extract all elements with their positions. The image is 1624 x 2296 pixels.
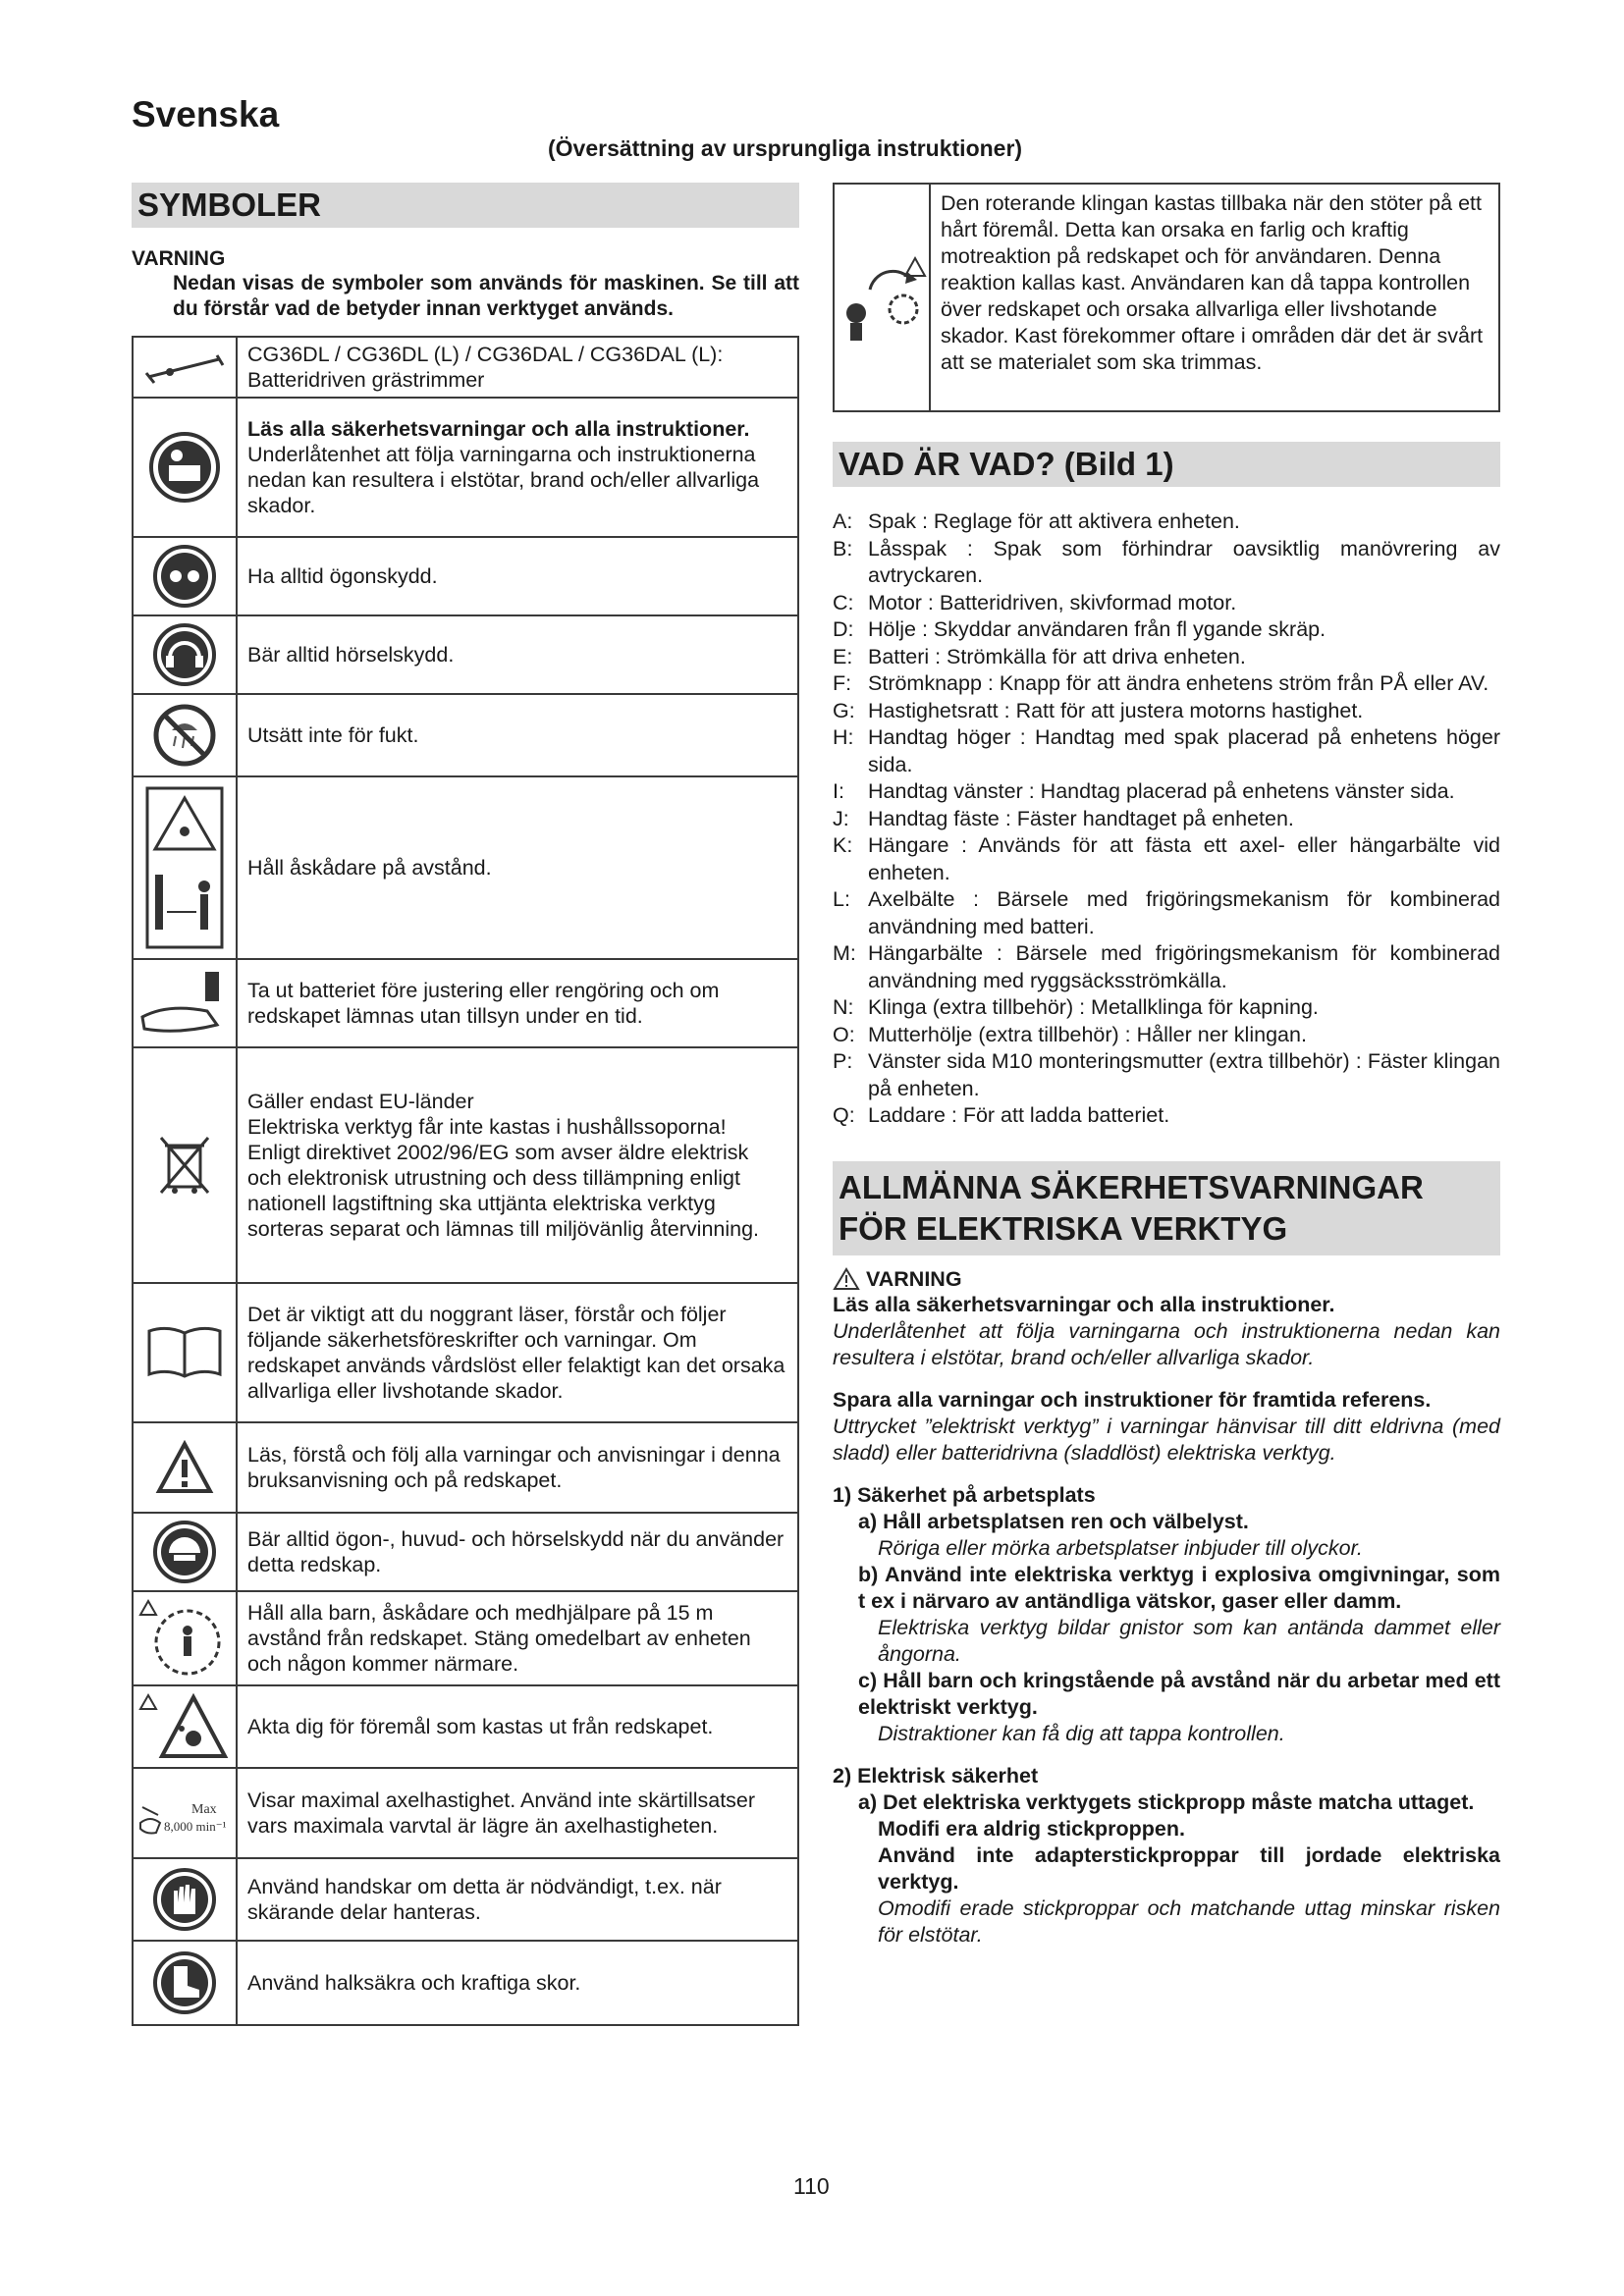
weee-bin-icon — [155, 1134, 214, 1197]
section-1c-title: c) Håll barn och kringstående på avstånd när du arbetar med ett elektriskt verktyg. — [858, 1668, 1500, 1719]
symbol-text: Utsätt inte för fukt. — [237, 694, 798, 776]
safety-boots-icon — [152, 1950, 217, 2015]
symbol-text: CG36DL / CG36DL (L) / CG36DAL / CG36DAL (L): Batteridriven grästrimmer — [237, 337, 798, 398]
list-item: O: Mutterhölje (extra tillbehör) : Håller ner klingan. — [833, 1022, 1307, 1046]
read-all-text: Läs alla säkerhetsvarningar och alla instruktioner. — [833, 1292, 1335, 1316]
list-item: L: Axelbälte : Bärsele med frigöringsmekanism för kombinerad användning med batteri. — [833, 887, 1500, 938]
list-item: M: Hängarbälte : Bärsele med frigöringsmekanism för kombinerad användning med ryggsäcksströmkälla. — [833, 941, 1500, 992]
ear-protection-icon — [152, 622, 217, 687]
section-1b-text: Elektriska verktyg bildar gnistor som kan antända dammet eller ångorna. — [878, 1615, 1500, 1666]
list-item: H: Handtag höger : Handtag med spak placerad på enhetens höger sida. — [833, 725, 1500, 776]
symbol-text: Bär alltid hörselskydd. — [237, 615, 798, 694]
remove-battery-icon — [138, 966, 231, 1041]
symbol-text: Bär alltid ögon-, huvud- och hörselskydd när du använder detta redskap. — [237, 1513, 798, 1591]
gloves-icon — [152, 1867, 217, 1932]
list-item: J: Handtag fäste : Fäster handtaget på enheten. — [833, 806, 1294, 830]
symbol-text: Läs, förstå och följ alla varningar och anvisningar i denna bruksanvisning och på redskapet. — [237, 1422, 798, 1513]
symbol-row — [133, 337, 798, 398]
section-2a-line2: Modifi era aldrig stickproppen. — [878, 1816, 1185, 1841]
symbol-row — [133, 1768, 798, 1858]
list-item: B: Låsspak : Spak som förhindrar oavsiktlig manövrering av avtryckaren. — [833, 536, 1500, 587]
read-manual-icon — [147, 430, 222, 505]
symbol-text: Använd handskar om detta är nödvändigt, t.ex. när skärande delar hanteras. — [237, 1858, 798, 1941]
general-safety-heading: ALLMÄNNA SÄKERHETSVARNINGAR FÖR ELEKTRISKA VERKTYG — [833, 1161, 1500, 1255]
failure-text: Underlåtenhet att följa varningarna och instruktionerna nedan kan resultera i elstötar, brand och/eller allvarliga skador. — [833, 1318, 1500, 1369]
term-text: Uttrycket ”elektriskt verktyg” i varningar hänvisar till ditt eldrivna (med sladd) eller batteridrivna (sladdlöst) elektriska verktyg. — [833, 1414, 1500, 1465]
symbol-row — [133, 1591, 798, 1685]
symbol-text: Visar maximal axelhastighet. Använd inte skärtillsatser vars maximala varvtal är lägre än axelhastigheten. — [237, 1768, 798, 1858]
section-2a-text: Omodifi erade stickproppar och matchande uttag minskar risken för elstötar. — [878, 1896, 1500, 1947]
list-item: I: Handtag vänster : Handtag placerad på enhetens vänster sida. — [833, 779, 1455, 803]
symbol-text: Underlåtenhet att följa varningarna och instruktionerna nedan kan resultera i elstötar, brand och/eller allvarliga skador. — [247, 443, 760, 517]
list-item: C: Motor : Batteridriven, skivformad motor. — [833, 590, 1237, 614]
section-1c-text: Distraktioner kan få dig att tappa kontrollen. — [878, 1721, 1285, 1745]
head-protection-icon — [152, 1520, 217, 1584]
symbol-text: Gäller endast EU-länder Elektriska verktyg får inte kastas i hushållssoporna! Enligt direktivet 2002/96/EG som avser äldre elektrisk och elektronisk utrustning och dess tillämpning enligt nationell lagstiftning ska uttjänta elektriska verktyg sorteras separat och lämnas till miljövänlig återvinning. — [237, 1047, 798, 1283]
symbol-text: Använd halksäkra och kraftiga skor. — [237, 1941, 798, 2025]
max-speed-icon — [136, 1786, 233, 1841]
section-1b-title: b) Använd inte elektriska verktyg i explosiva omgivningar, som t ex i närvaro av antändliga vätskor, gaser eller damm. — [858, 1562, 1500, 1613]
symbol-text: Håll åskådare på avstånd. — [237, 776, 798, 959]
symbols-table — [132, 336, 799, 2026]
list-item: A: Spak : Reglage för att aktivera enheten. — [833, 509, 1240, 533]
list-item: E: Batteri : Strömkälla för att driva enheten. — [833, 644, 1246, 668]
max-label: Max — [191, 1802, 217, 1817]
symbol-row — [133, 1858, 798, 1941]
list-item: Q: Laddare : För att ladda batteriet. — [833, 1103, 1170, 1127]
max-rpm: 8,000 min⁻¹ — [164, 1819, 227, 1834]
trimmer-icon — [140, 347, 229, 387]
section-2a-title: a) Det elektriska verktygets stickpropp måste matcha uttaget. — [858, 1789, 1475, 1814]
kickback-text: Den roterande klingan kastas tillbaka när den stöter på ett hårt föremål. Detta kan orsaka en farlig och kraftig motreaktion på redskapet och för användaren. Denna reaktion kallas kast. Användaren kan då tappa kontrollen över redskapet och orsaka allvarliga eller livshotande skador. Kast förekommer oftare i områden där det är svårt att se materialet som ska trimmas. — [941, 191, 1484, 374]
warning-triangle-icon — [833, 1267, 860, 1291]
symbols-warning-label: VARNING — [132, 247, 226, 270]
symbols-heading: SYMBOLER — [132, 183, 799, 228]
save-text: Spara alla varningar och instruktioner för framtida referens. — [833, 1387, 1432, 1412]
kickback-icon — [835, 250, 929, 345]
symbol-row — [133, 1283, 798, 1422]
symbol-row — [133, 398, 798, 537]
list-item: G: Hastighetsratt : Ratt för att justera motorns hastighet. — [833, 698, 1364, 722]
section-2a-line3: Använd inte adapterstickproppar till jordade elektriska verktyg. — [878, 1842, 1500, 1894]
vad-heading: VAD ÄR VAD? (Bild 1) — [833, 442, 1500, 487]
symbol-row — [133, 615, 798, 694]
symbol-title: Läs alla säkerhetsvarningar och alla instruktioner. — [247, 417, 750, 441]
thrown-objects-icon — [138, 1691, 231, 1762]
open-book-icon — [143, 1323, 226, 1382]
list-item: K: Hängare : Används för att fästa ett axel- eller hängarbälte vid enheten. — [833, 833, 1500, 884]
parts-list — [833, 508, 1500, 1130]
distance-15m-icon — [138, 1597, 231, 1680]
list-item: P: Vänster sida M10 monteringsmutter (extra tillbehör) : Fäster klingan på enheten. — [833, 1049, 1500, 1100]
list-item: N: Klinga (extra tillbehör) : Metallklinga för kapning. — [833, 995, 1319, 1019]
keep-bystanders-away-icon — [143, 784, 226, 951]
symbol-row — [133, 694, 798, 776]
section-1a-title: a) Håll arbetsplatsen ren och välbelyst. — [858, 1509, 1249, 1533]
language-heading: Svenska — [132, 94, 280, 134]
kickback-box — [833, 183, 1500, 412]
symbol-row — [133, 1941, 798, 2025]
left-column — [132, 183, 799, 2026]
symbol-text: Håll alla barn, åskådare och medhjälpare på 15 m avstånd från redskapet. Stäng omedelbart av enheten och någon kommer närmare. — [237, 1591, 798, 1685]
symbol-row — [133, 959, 798, 1047]
symbol-row — [133, 1513, 798, 1591]
translation-subtitle: (Översättning av ursprungliga instruktioner) — [548, 135, 1023, 161]
general-warning: VARNING — [833, 1267, 1500, 1292]
symbols-warning-text: Nedan visas de symboler som används för maskinen. Se till att du förstår vad de betyder innan verktyget används. — [173, 272, 799, 320]
symbol-text: Det är viktigt att du noggrant läser, förstår och följer följande säkerhetsföreskrifter och varningar. Om redskapet används vårdslöst eller felaktigt kan det orsaka allvarliga eller livshotande skador. — [237, 1283, 798, 1422]
section-1a-text: Röriga eller mörka arbetsplatser inbjuder till olyckor. — [878, 1535, 1363, 1560]
section-1-title: 1) Säkerhet på arbetsplats — [833, 1482, 1096, 1507]
symbol-text: Ha alltid ögonskydd. — [237, 537, 798, 615]
symbol-text: Akta dig för föremål som kastas ut från redskapet. — [237, 1685, 798, 1768]
symbol-row — [133, 1422, 798, 1513]
symbol-row — [133, 1047, 798, 1283]
symbol-row — [133, 537, 798, 615]
symbol-row — [133, 776, 798, 959]
page-number: 110 — [793, 2173, 830, 2199]
no-rain-icon — [152, 703, 217, 768]
symbol-text: Ta ut batteriet före justering eller rengöring och om redskapet lämnas utan tillsyn under en tid. — [237, 959, 798, 1047]
eye-protection-icon — [152, 544, 217, 609]
list-item: D: Hölje : Skyddar användaren från fl ygande skräp. — [833, 617, 1326, 641]
symbol-row — [133, 1685, 798, 1768]
warning-triangle-icon — [155, 1440, 214, 1495]
section-2-title: 2) Elektrisk säkerhet — [833, 1763, 1039, 1788]
right-column — [833, 183, 1500, 1949]
list-item: F: Strömknapp : Knapp för att ändra enhetens ström från PÅ eller AV. — [833, 671, 1489, 695]
